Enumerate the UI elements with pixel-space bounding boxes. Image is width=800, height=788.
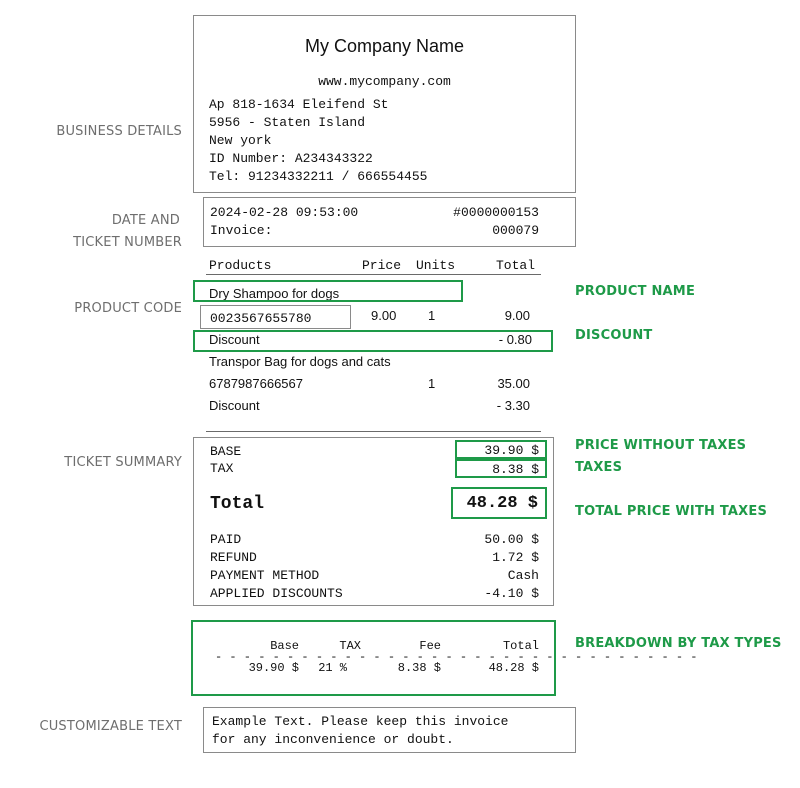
ticket-number: #0000000153 — [453, 205, 539, 220]
id-number: ID Number: A234343322 — [209, 151, 373, 166]
tax-label: TAX — [210, 461, 234, 476]
breakdown-header-tax: TAX — [339, 639, 361, 653]
label-total-with-taxes: TOTAL PRICE WITH TAXES — [575, 504, 768, 519]
payment-method-label: PAYMENT METHOD — [210, 568, 320, 583]
label-ticket-summary: TICKET SUMMARY — [64, 455, 182, 470]
highlight-product-name — [193, 280, 463, 302]
header-products: Products — [209, 258, 272, 273]
highlight-base — [455, 440, 547, 459]
breakdown-tax: 21 % — [318, 661, 347, 675]
paid-value: 50.00 $ — [484, 532, 539, 547]
custom-text-box — [203, 707, 576, 753]
payment-method-value: Cash — [507, 568, 539, 583]
label-date-line1: DATE AND — [111, 213, 180, 228]
breakdown-fee: 8.38 $ — [397, 661, 441, 675]
address-line: Ap 818-1634 Eleifend St — [209, 97, 389, 112]
applied-discounts-value: -4.10 $ — [484, 586, 539, 601]
custom-text-line: Example Text. Please keep this invoice — [212, 714, 509, 729]
label-customizable-text: CUSTOMIZABLE TEXT — [39, 719, 182, 734]
business-details-box — [193, 15, 576, 193]
date-ticket-box — [203, 197, 576, 247]
label-breakdown: BREAKDOWN BY TAX TYPES — [575, 636, 782, 651]
company-website: www.mycompany.com — [318, 74, 451, 89]
address-line: New york — [209, 133, 272, 148]
tax-value: 8.38 $ — [492, 462, 539, 477]
telephone: Tel: 91234332211 / 666554455 — [209, 169, 428, 184]
product-units: 1 — [428, 376, 436, 391]
breakdown-total: 48.28 $ — [488, 661, 539, 675]
address-line: 5956 - Staten Island — [209, 115, 366, 130]
total-label: Total — [210, 494, 265, 514]
applied-discounts-label: APPLIED DISCOUNTS — [210, 586, 343, 601]
highlight-total — [451, 487, 547, 519]
ticket-datetime: 2024-02-28 09:53:00 — [210, 205, 359, 220]
paid-label: PAID — [210, 532, 242, 547]
base-label: BASE — [210, 444, 242, 459]
header-price: Price — [362, 258, 402, 273]
label-price-without-taxes: PRICE WITHOUT TAXES — [575, 438, 747, 453]
breakdown-header-base: Base — [270, 639, 299, 653]
label-taxes: TAXES — [575, 460, 623, 475]
total-value: 48.28 $ — [466, 494, 538, 513]
label-date-line2: TICKET NUMBER — [73, 235, 182, 250]
custom-text-line: for any inconvenience or doubt. — [212, 732, 454, 747]
product-total: 35.00 — [497, 376, 530, 391]
products-divider — [206, 431, 541, 432]
refund-label: REFUND — [210, 550, 257, 565]
product-total: 9.00 — [504, 308, 530, 323]
breakdown-header-total: Total — [502, 639, 539, 653]
invoice-label: Invoice: — [210, 223, 273, 238]
product-code: 0023567655780 — [210, 311, 312, 326]
label-product-code: PRODUCT CODE — [74, 301, 182, 316]
highlight-tax — [455, 459, 547, 478]
breakdown-base: 39.90 $ — [248, 661, 299, 675]
discount-label: Discount — [209, 332, 260, 347]
product-code: 6787987666567 — [209, 376, 303, 391]
header-total: Total — [496, 258, 536, 273]
refund-value: 1.72 $ — [492, 550, 539, 565]
label-business-details: BUSINESS DETAILS — [56, 124, 182, 139]
product-price: 9.00 — [371, 308, 397, 323]
product-name: Dry Shampoo for dogs — [209, 286, 340, 301]
discount-label: Discount — [209, 398, 260, 413]
invoice-number: 000079 — [492, 223, 539, 238]
base-value: 39.90 $ — [484, 443, 539, 458]
label-discount: DISCOUNT — [575, 328, 653, 343]
product-units: 1 — [428, 308, 436, 323]
discount-value: - 0.80 — [498, 332, 532, 347]
product-name: Transpor Bag for dogs and cats — [209, 354, 391, 369]
header-units: Units — [416, 258, 456, 273]
discount-value: - 3.30 — [496, 398, 530, 413]
label-product-name: PRODUCT NAME — [575, 284, 696, 299]
header-divider — [206, 274, 541, 275]
breakdown-dashes: - - - - - - - - - - - - - - - - - - - - - - - - - - - - - - - - - - — [215, 650, 698, 664]
breakdown-header-fee: Fee — [419, 639, 441, 653]
company-name: My Company Name — [304, 36, 465, 56]
